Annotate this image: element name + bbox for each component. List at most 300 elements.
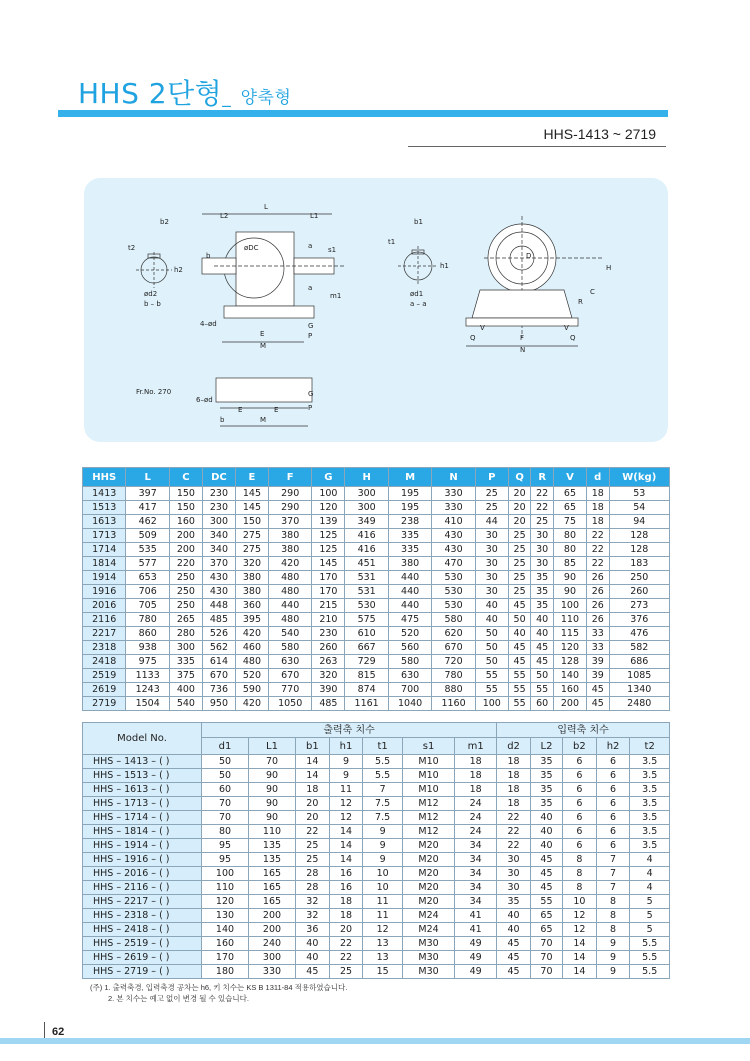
value-cell: 11: [329, 783, 363, 797]
value-cell: 575: [345, 613, 388, 627]
value-cell: 9: [363, 839, 403, 853]
value-cell: 18: [329, 895, 363, 909]
label-V-left: V: [480, 324, 485, 332]
value-cell: 330: [249, 965, 296, 979]
value-cell: 420: [268, 557, 311, 571]
value-cell: 40: [296, 937, 330, 951]
notes: [90, 982, 347, 1004]
title-underscore: _: [222, 88, 232, 108]
value-cell: 720: [432, 655, 475, 669]
value-cell: 420: [235, 627, 268, 641]
value-cell: 45: [497, 965, 531, 979]
value-cell: 65: [553, 501, 586, 515]
value-cell: 22: [586, 557, 609, 571]
value-cell: 275: [235, 543, 268, 557]
col-header: s1: [402, 738, 454, 755]
value-cell: 195: [388, 501, 431, 515]
value-cell: 1085: [609, 669, 669, 683]
page-number: 62: [52, 1026, 65, 1038]
value-cell: 670: [202, 669, 235, 683]
value-cell: 780: [432, 669, 475, 683]
value-cell: 110: [553, 613, 586, 627]
value-cell: 560: [388, 641, 431, 655]
value-cell: 11: [363, 909, 403, 923]
value-cell: 145: [235, 487, 268, 501]
value-cell: M20: [402, 867, 454, 881]
value-cell: 14: [296, 769, 330, 783]
col-header: d2: [497, 738, 531, 755]
col-header: L1: [249, 738, 296, 755]
value-cell: 440: [388, 585, 431, 599]
value-cell: 475: [388, 613, 431, 627]
value-cell: 448: [202, 599, 235, 613]
value-cell: 509: [126, 529, 169, 543]
value-cell: 14: [329, 825, 363, 839]
front-view: [466, 216, 611, 354]
table-row: [83, 923, 670, 937]
value-cell: 150: [235, 515, 268, 529]
title-bar: [58, 110, 668, 117]
label-frno: Fr.No. 270: [136, 388, 172, 396]
label-V-right: V: [564, 324, 569, 332]
value-cell: 320: [235, 557, 268, 571]
value-cell: 25: [508, 571, 531, 585]
value-cell: 530: [432, 571, 475, 585]
col-header: m1: [455, 738, 497, 755]
value-cell: 20: [296, 797, 330, 811]
value-cell: 22: [586, 529, 609, 543]
value-cell: 135: [249, 853, 296, 867]
value-cell: 25: [508, 557, 531, 571]
value-cell: 165: [249, 867, 296, 881]
col-header: t2: [630, 738, 670, 755]
value-cell: 290: [268, 501, 311, 515]
value-cell: 100: [202, 867, 249, 881]
table-row: [83, 613, 670, 627]
table-row: [83, 895, 670, 909]
dimension-table: [82, 467, 670, 711]
value-cell: 653: [126, 571, 169, 585]
value-cell: 45: [530, 853, 562, 867]
value-cell: 25: [508, 529, 531, 543]
table-row: [83, 769, 670, 783]
value-cell: 531: [345, 571, 388, 585]
value-cell: 430: [202, 585, 235, 599]
value-cell: 10: [363, 881, 403, 895]
value-cell: 30: [531, 529, 554, 543]
value-cell: 6: [596, 811, 630, 825]
value-cell: 30: [475, 543, 508, 557]
table-row: [83, 683, 670, 697]
col-header: M: [388, 468, 431, 487]
table-row: [83, 783, 670, 797]
col-header: L: [126, 468, 169, 487]
value-cell: 18: [455, 769, 497, 783]
value-cell: 128: [609, 543, 669, 557]
value-cell: 440: [388, 571, 431, 585]
value-cell: 4: [630, 881, 670, 895]
value-cell: 397: [126, 487, 169, 501]
value-cell: 5.5: [363, 769, 403, 783]
value-cell: 41: [455, 923, 497, 937]
value-cell: 145: [235, 501, 268, 515]
value-cell: 610: [345, 627, 388, 641]
value-cell: 30: [475, 585, 508, 599]
label-L2: L2: [220, 212, 229, 220]
value-cell: M12: [402, 797, 454, 811]
value-cell: M10: [402, 755, 454, 769]
table-row: [83, 697, 670, 711]
value-cell: 120: [202, 895, 249, 909]
value-cell: 520: [235, 669, 268, 683]
value-cell: 26: [586, 599, 609, 613]
value-cell: 120: [553, 641, 586, 655]
value-cell: 49: [455, 965, 497, 979]
value-cell: 6: [563, 783, 597, 797]
value-cell: 950: [202, 697, 235, 711]
value-cell: 25: [508, 585, 531, 599]
model-cell: 2016: [83, 599, 126, 613]
value-cell: 8: [596, 923, 630, 937]
value-cell: 5.5: [363, 755, 403, 769]
value-cell: 430: [432, 529, 475, 543]
value-cell: 145: [312, 557, 345, 571]
value-cell: 3.5: [630, 783, 670, 797]
value-cell: 28: [296, 881, 330, 895]
value-cell: 6: [563, 769, 597, 783]
value-cell: 580: [268, 641, 311, 655]
model-cell: HHS – 2217 – ( ): [83, 895, 202, 909]
table-row: [83, 627, 670, 641]
label-DC: øDC: [244, 244, 259, 252]
value-cell: 577: [126, 557, 169, 571]
label-M2: M: [260, 416, 267, 424]
label-H: H: [606, 264, 612, 272]
col-header: W(kg): [609, 468, 669, 487]
value-cell: 14: [329, 853, 363, 867]
value-cell: 200: [553, 697, 586, 711]
label-E: E: [260, 330, 265, 338]
value-cell: 160: [169, 515, 202, 529]
value-cell: 9: [329, 755, 363, 769]
value-cell: 590: [235, 683, 268, 697]
value-cell: 6: [596, 755, 630, 769]
value-cell: 300: [169, 641, 202, 655]
value-cell: 45: [497, 951, 531, 965]
col-header: b1: [296, 738, 330, 755]
value-cell: 170: [202, 951, 249, 965]
label-L1: L1: [310, 212, 319, 220]
value-cell: 30: [475, 557, 508, 571]
value-cell: 100: [312, 487, 345, 501]
value-cell: 7: [596, 881, 630, 895]
value-cell: 670: [432, 641, 475, 655]
table-row: [83, 867, 670, 881]
value-cell: 35: [530, 797, 562, 811]
value-cell: M24: [402, 909, 454, 923]
value-cell: 6: [596, 839, 630, 853]
value-cell: 210: [312, 613, 345, 627]
value-cell: M20: [402, 853, 454, 867]
value-cell: M30: [402, 965, 454, 979]
col-header: E: [235, 468, 268, 487]
value-cell: 65: [530, 923, 562, 937]
output-shaft-header: 출력축 치수: [202, 723, 497, 738]
value-cell: 8: [563, 853, 597, 867]
value-cell: 4: [630, 867, 670, 881]
value-cell: 18: [296, 783, 330, 797]
range-underline: [408, 146, 666, 147]
value-cell: 90: [553, 585, 586, 599]
value-cell: 620: [432, 627, 475, 641]
value-cell: 6: [563, 797, 597, 811]
col-header: b2: [563, 738, 597, 755]
value-cell: 20: [508, 515, 531, 529]
value-cell: 60: [531, 697, 554, 711]
value-cell: 630: [268, 655, 311, 669]
model-cell: HHS – 2016 – ( ): [83, 867, 202, 881]
col-header: G: [312, 468, 345, 487]
value-cell: M10: [402, 783, 454, 797]
value-cell: 34: [455, 853, 497, 867]
value-cell: 22: [531, 487, 554, 501]
value-cell: 815: [345, 669, 388, 683]
value-cell: 520: [388, 627, 431, 641]
value-cell: 630: [388, 669, 431, 683]
label-C: C: [590, 288, 595, 296]
value-cell: 90: [249, 769, 296, 783]
table-row: [83, 655, 670, 669]
value-cell: 85: [553, 557, 586, 571]
value-cell: 470: [432, 557, 475, 571]
value-cell: 55: [531, 683, 554, 697]
table-row: [83, 487, 670, 501]
value-cell: 35: [530, 783, 562, 797]
value-cell: 580: [432, 613, 475, 627]
value-cell: 55: [508, 697, 531, 711]
model-cell: 1814: [83, 557, 126, 571]
value-cell: 273: [609, 599, 669, 613]
value-cell: 49: [455, 937, 497, 951]
value-cell: 36: [296, 923, 330, 937]
value-cell: 30: [531, 543, 554, 557]
value-cell: 736: [202, 683, 235, 697]
value-cell: 50: [475, 641, 508, 655]
value-cell: 330: [432, 501, 475, 515]
value-cell: 7.5: [363, 797, 403, 811]
label-M: M: [260, 342, 267, 350]
value-cell: 335: [169, 655, 202, 669]
value-cell: 30: [475, 529, 508, 543]
value-cell: 20: [329, 923, 363, 937]
value-cell: 416: [345, 543, 388, 557]
value-cell: 582: [609, 641, 669, 655]
value-cell: 120: [312, 501, 345, 515]
value-cell: 55: [475, 669, 508, 683]
value-cell: 125: [312, 543, 345, 557]
value-cell: 115: [553, 627, 586, 641]
value-cell: M12: [402, 825, 454, 839]
value-cell: 335: [388, 543, 431, 557]
value-cell: 530: [432, 599, 475, 613]
model-cell: 2116: [83, 613, 126, 627]
value-cell: 135: [249, 839, 296, 853]
value-cell: M30: [402, 951, 454, 965]
value-cell: 340: [202, 529, 235, 543]
value-cell: 12: [329, 811, 363, 825]
value-cell: 14: [563, 937, 597, 951]
value-cell: 874: [345, 683, 388, 697]
value-cell: 70: [530, 951, 562, 965]
value-cell: 440: [388, 599, 431, 613]
value-cell: 460: [235, 641, 268, 655]
value-cell: 25: [475, 501, 508, 515]
label-b-base: b: [220, 416, 225, 424]
value-cell: 160: [202, 937, 249, 951]
value-cell: 485: [202, 613, 235, 627]
value-cell: 531: [345, 585, 388, 599]
value-cell: 667: [345, 641, 388, 655]
model-cell: 2519: [83, 669, 126, 683]
value-cell: 6: [596, 783, 630, 797]
value-cell: 462: [126, 515, 169, 529]
model-cell: 2418: [83, 655, 126, 669]
table-row: [83, 965, 670, 979]
label-b: b: [206, 252, 211, 260]
value-cell: 50: [508, 613, 531, 627]
value-cell: 40: [530, 825, 562, 839]
value-cell: 18: [497, 797, 531, 811]
value-cell: 40: [475, 599, 508, 613]
page-title: [78, 72, 291, 112]
value-cell: 20: [508, 501, 531, 515]
value-cell: 3.5: [630, 769, 670, 783]
value-cell: 26: [586, 571, 609, 585]
label-L: L: [264, 203, 268, 211]
value-cell: 250: [609, 571, 669, 585]
value-cell: 4: [630, 853, 670, 867]
value-cell: 9: [596, 951, 630, 965]
value-cell: 35: [531, 571, 554, 585]
value-cell: 75: [553, 515, 586, 529]
value-cell: 451: [345, 557, 388, 571]
label-s1: s1: [328, 246, 337, 254]
value-cell: 480: [268, 613, 311, 627]
value-cell: 8: [563, 867, 597, 881]
value-cell: 20: [508, 487, 531, 501]
value-cell: 250: [169, 599, 202, 613]
value-cell: 26: [586, 613, 609, 627]
value-cell: 53: [609, 487, 669, 501]
value-cell: 40: [296, 951, 330, 965]
value-cell: 140: [202, 923, 249, 937]
value-cell: 9: [596, 965, 630, 979]
value-cell: 65: [530, 909, 562, 923]
label-Q-right: Q: [570, 334, 576, 342]
value-cell: 45: [530, 867, 562, 881]
col-header: H: [345, 468, 388, 487]
value-cell: 35: [531, 599, 554, 613]
value-cell: 34: [455, 895, 497, 909]
value-cell: 440: [268, 599, 311, 613]
value-cell: 180: [202, 965, 249, 979]
label-b1: b1: [414, 218, 423, 226]
value-cell: 22: [497, 825, 531, 839]
value-cell: 55: [530, 895, 562, 909]
value-cell: 400: [169, 683, 202, 697]
label-4d: 4–ød: [200, 320, 217, 328]
col-header: P: [475, 468, 508, 487]
value-cell: 49: [455, 951, 497, 965]
side-view: [200, 203, 344, 350]
value-cell: 260: [609, 585, 669, 599]
value-cell: 1504: [126, 697, 169, 711]
value-cell: M20: [402, 881, 454, 895]
value-cell: 13: [363, 951, 403, 965]
value-cell: 32: [296, 895, 330, 909]
value-cell: 30: [497, 853, 531, 867]
value-cell: 200: [249, 909, 296, 923]
value-cell: 6: [596, 769, 630, 783]
value-cell: 380: [235, 571, 268, 585]
model-cell: 1713: [83, 529, 126, 543]
table-row: [83, 543, 670, 557]
value-cell: 395: [235, 613, 268, 627]
value-cell: 183: [609, 557, 669, 571]
value-cell: 39: [586, 655, 609, 669]
value-cell: 18: [497, 769, 531, 783]
value-cell: 150: [169, 487, 202, 501]
col-header: F: [268, 468, 311, 487]
value-cell: 170: [312, 585, 345, 599]
value-cell: 18: [455, 755, 497, 769]
label-t1: t1: [388, 238, 396, 246]
value-cell: 40: [530, 811, 562, 825]
value-cell: 70: [249, 755, 296, 769]
label-G: G: [308, 322, 314, 330]
table-row: [83, 669, 670, 683]
value-cell: 18: [586, 501, 609, 515]
value-cell: 25: [296, 839, 330, 853]
col-header: d1: [202, 738, 249, 755]
value-cell: 95: [202, 839, 249, 853]
value-cell: 30: [497, 867, 531, 881]
value-cell: 7: [596, 867, 630, 881]
col-header: L2: [530, 738, 562, 755]
value-cell: 5.5: [630, 965, 670, 979]
model-cell: HHS – 1513 – ( ): [83, 769, 202, 783]
value-cell: 18: [586, 515, 609, 529]
value-cell: 370: [268, 515, 311, 529]
value-cell: 9: [596, 937, 630, 951]
value-cell: 45: [508, 599, 531, 613]
col-header: t1: [363, 738, 403, 755]
value-cell: 526: [202, 627, 235, 641]
value-cell: 5.5: [630, 951, 670, 965]
value-cell: 14: [296, 755, 330, 769]
value-cell: 12: [363, 923, 403, 937]
value-cell: 380: [268, 543, 311, 557]
value-cell: 70: [202, 797, 249, 811]
value-cell: 65: [553, 487, 586, 501]
value-cell: 45: [530, 881, 562, 895]
value-cell: 50: [475, 655, 508, 669]
label-N: N: [520, 346, 526, 354]
value-cell: 376: [609, 613, 669, 627]
model-cell: HHS – 1613 – ( ): [83, 783, 202, 797]
col-header: Q: [508, 468, 531, 487]
col-header: h1: [329, 738, 363, 755]
